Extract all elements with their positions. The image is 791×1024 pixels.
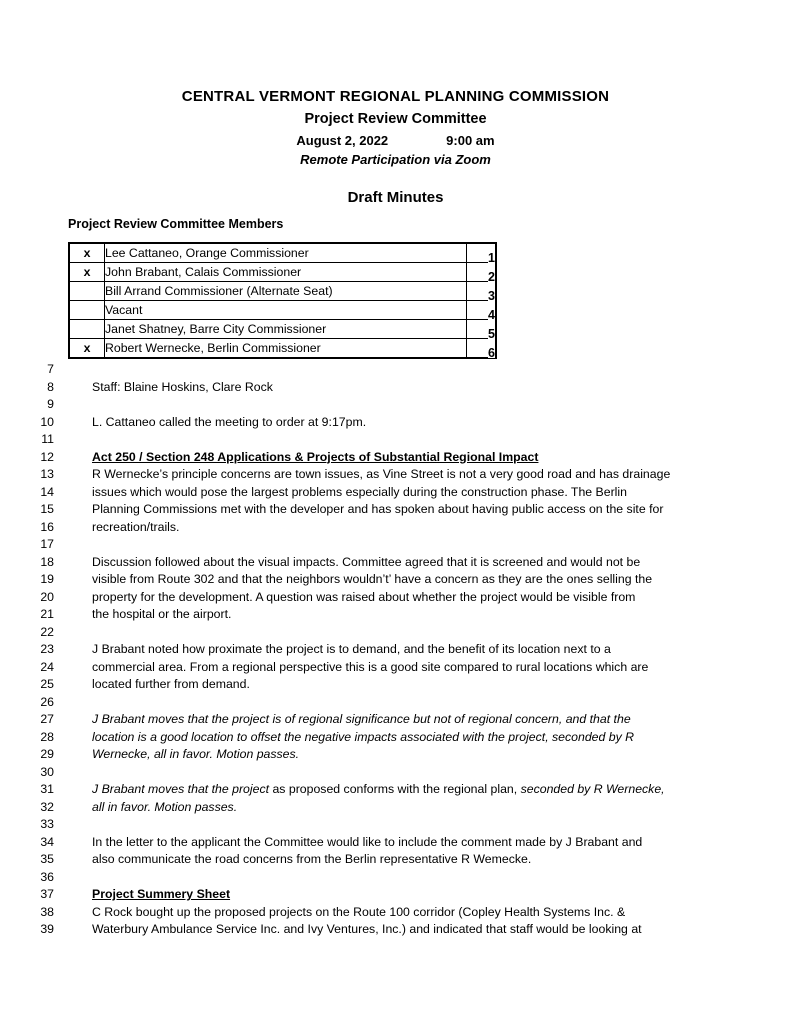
text-segment: J Brabant moves that the project is of regional significance but not of regional concern, and that the <box>92 712 631 726</box>
line-text <box>92 536 791 554</box>
line-text <box>92 466 791 484</box>
line-text <box>92 571 791 589</box>
line-text <box>92 624 791 642</box>
line-number: 11 <box>41 432 54 446</box>
member-present-mark: x <box>69 339 105 359</box>
member-line-number-cell <box>467 339 497 359</box>
line-text <box>92 501 791 519</box>
text-segment: located further from demand. <box>92 677 250 691</box>
meeting-date: August 2, 2022 <box>296 133 389 148</box>
line-number: 39 <box>40 922 54 936</box>
line-text <box>92 816 791 834</box>
line-row <box>0 519 791 537</box>
line-text <box>92 886 791 904</box>
member-line-number-cell <box>467 301 497 320</box>
line-row <box>0 536 791 554</box>
member-row <box>69 339 496 359</box>
member-line-number: 5 <box>488 327 495 341</box>
text-segment: visible from Route 302 and that the neighbors wouldn’t’ have a concern as they are the ones selling the <box>92 572 653 586</box>
line-row <box>0 431 791 449</box>
line-number: 17 <box>40 537 54 551</box>
member-line-number: 4 <box>488 308 495 322</box>
member-line-number: 2 <box>488 270 495 284</box>
line-row <box>0 799 791 817</box>
line-number: 32 <box>40 799 54 814</box>
line-text <box>92 519 791 537</box>
page-title: CENTRAL VERMONT REGIONAL PLANNING COMMISSION <box>181 88 610 105</box>
line-text <box>92 781 791 799</box>
line-number: 14 <box>40 484 54 499</box>
line-row <box>0 694 791 712</box>
line-text <box>92 361 791 379</box>
line-number: 26 <box>40 694 54 709</box>
line-row <box>0 641 791 659</box>
line-text <box>92 729 791 747</box>
minutes-lines <box>0 361 791 939</box>
line-text <box>92 834 791 852</box>
line-row <box>0 869 791 887</box>
text-segment: R Wernecke’s principle concerns are town issues, as Vine Street is not a very good road and has drainage <box>92 467 671 481</box>
line-row <box>0 834 791 852</box>
line-row <box>0 361 791 379</box>
member-name: Janet Shatney, Barre City Commissioner <box>105 320 467 339</box>
line-number: 35 <box>40 852 54 866</box>
text-segment: In the letter to the applicant the Committee would like to include the comment made by J Brabant and <box>92 834 643 849</box>
line-row <box>0 676 791 694</box>
line-row <box>0 466 791 484</box>
line-text <box>92 641 791 659</box>
line-row <box>0 396 791 414</box>
line-text <box>92 484 791 502</box>
line-number: 9 <box>47 397 54 411</box>
line-number: 19 <box>40 572 54 586</box>
meeting-time: 9:00 am <box>446 133 495 148</box>
text-segment: recreation/trails. <box>92 519 180 534</box>
members-table-body <box>69 243 496 358</box>
member-row <box>69 301 496 320</box>
member-present-mark: x <box>69 263 105 282</box>
line-number: 13 <box>40 467 54 481</box>
line-row <box>0 781 791 799</box>
line-number: 23 <box>40 642 54 656</box>
line-text <box>92 676 791 694</box>
line-number: 12 <box>40 449 54 464</box>
line-text <box>92 921 791 939</box>
line-row <box>0 484 791 502</box>
line-text <box>92 396 791 414</box>
line-row <box>0 764 791 782</box>
line-text <box>92 764 791 782</box>
remote-participation-note: Remote Participation via Zoom <box>300 152 491 167</box>
text-segment: J Brabant moves that the project <box>92 782 273 796</box>
line-number: 28 <box>40 729 54 744</box>
members-table <box>68 242 497 359</box>
line-row <box>0 816 791 834</box>
members-table-label: Project Review Committee Members <box>68 217 284 231</box>
line-row <box>0 501 791 519</box>
line-number: 31 <box>40 782 54 796</box>
line-text <box>92 711 791 729</box>
line-text <box>92 379 791 397</box>
text-segment: seconded by R Wernecke, <box>520 782 665 796</box>
line-row <box>0 746 791 764</box>
member-line-number-cell <box>467 243 497 263</box>
line-row <box>0 624 791 642</box>
line-number: 21 <box>40 607 54 621</box>
member-present-mark: x <box>69 243 105 263</box>
line-number: 34 <box>40 834 54 849</box>
line-row <box>0 851 791 869</box>
draft-minutes-heading: Draft Minutes <box>347 189 444 206</box>
text-segment: property for the development. A question was raised about whether the project would be visible from <box>92 589 636 604</box>
line-text <box>92 904 791 922</box>
text-segment: L. Cattaneo called the meeting to order at 9:17pm. <box>92 414 367 429</box>
line-number: 22 <box>40 624 54 639</box>
text-segment: commercial area. From a regional perspective this is a good site compared to rural locations which are <box>92 659 649 674</box>
line-row <box>0 589 791 607</box>
line-text <box>92 659 791 677</box>
line-text <box>92 851 791 869</box>
text-segment: J Brabant noted how proximate the project is to demand, and the benefit of its location next to a <box>92 642 611 656</box>
line-number: 37 <box>40 887 54 901</box>
member-line-number-cell <box>467 263 497 282</box>
line-row <box>0 414 791 432</box>
text-segment: Staff: Blaine Hoskins, Clare Rock <box>92 379 273 394</box>
line-row <box>0 571 791 589</box>
text-segment: location is a good location to offset the negative impacts associated with the project, seconded by R <box>92 729 635 744</box>
member-name: John Brabant, Calais Commissioner <box>105 263 467 282</box>
member-line-number: 1 <box>488 251 495 265</box>
line-text <box>92 606 791 624</box>
line-text <box>92 414 791 432</box>
line-row <box>0 379 791 397</box>
committee-name: Project Review Committee <box>304 111 487 127</box>
text-segment: C Rock bought up the proposed projects on the Route 100 corridor (Copley Health Systems Inc. & <box>92 904 626 919</box>
member-line-number-cell <box>467 282 497 301</box>
member-row <box>69 320 496 339</box>
text-segment: Waterbury Ambulance Service Inc. and Ivy Ventures, Inc.) and indicated that staff would be looking at <box>92 922 642 936</box>
member-present-mark <box>69 282 105 301</box>
line-number: 18 <box>40 554 54 569</box>
line-number: 16 <box>40 519 54 534</box>
line-number: 8 <box>47 379 54 394</box>
line-number: 33 <box>40 817 54 831</box>
meeting-date-time <box>0 133 791 149</box>
text-segment: Wernecke, all in favor. Motion passes. <box>92 747 300 761</box>
line-row <box>0 659 791 677</box>
line-text <box>92 589 791 607</box>
line-row <box>0 711 791 729</box>
member-line-number: 6 <box>488 346 495 360</box>
text-segment: also communicate the road concerns from the Berlin representative R Wemecke. <box>92 852 532 866</box>
text-segment: issues which would pose the largest problems especially during the construction phase. The Berlin <box>92 484 627 499</box>
line-number: 30 <box>40 764 54 779</box>
line-number: 15 <box>40 502 54 516</box>
line-text <box>92 554 791 572</box>
line-number: 27 <box>40 712 54 726</box>
line-text <box>92 431 791 449</box>
member-line-number-cell <box>467 320 497 339</box>
text-segment: Act 250 / Section 248 Applications & Projects of Substantial Regional Impact <box>92 449 539 464</box>
line-number: 25 <box>40 677 54 691</box>
member-name: Robert Wernecke, Berlin Commissioner <box>105 339 467 359</box>
line-text <box>92 869 791 887</box>
line-text <box>92 694 791 712</box>
member-name: Bill Arrand Commissioner (Alternate Seat) <box>105 282 467 301</box>
line-row <box>0 729 791 747</box>
document-header <box>0 0 791 207</box>
line-text <box>92 746 791 764</box>
line-number: 20 <box>40 589 54 604</box>
line-text <box>92 799 791 817</box>
text-segment: the hospital or the airport. <box>92 607 232 621</box>
line-row <box>0 554 791 572</box>
member-row <box>69 243 496 263</box>
text-segment: Planning Commissions met with the developer and has spoken about having public access on the site for <box>92 502 664 516</box>
member-row <box>69 263 496 282</box>
member-line-number: 3 <box>488 289 495 303</box>
line-text <box>92 449 791 467</box>
line-number: 36 <box>40 869 54 884</box>
line-number: 10 <box>40 414 54 429</box>
line-row <box>0 904 791 922</box>
line-number: 29 <box>40 747 54 761</box>
line-number: 38 <box>40 904 54 919</box>
text-segment: Discussion followed about the visual impacts. Committee agreed that it is screened and would not be <box>92 554 641 569</box>
member-name: Lee Cattaneo, Orange Commissioner <box>105 243 467 263</box>
member-present-mark <box>69 301 105 320</box>
text-segment: all in favor. Motion passes. <box>92 799 238 814</box>
member-present-mark <box>69 320 105 339</box>
text-segment: as proposed conforms with the regional plan, <box>272 782 521 796</box>
line-number: 7 <box>47 362 54 376</box>
line-row <box>0 921 791 939</box>
line-number: 24 <box>40 659 54 674</box>
member-name: Vacant <box>105 301 467 320</box>
member-row <box>69 282 496 301</box>
text-segment: Project Summery Sheet <box>92 887 231 901</box>
line-row <box>0 886 791 904</box>
line-row <box>0 606 791 624</box>
line-row <box>0 449 791 467</box>
